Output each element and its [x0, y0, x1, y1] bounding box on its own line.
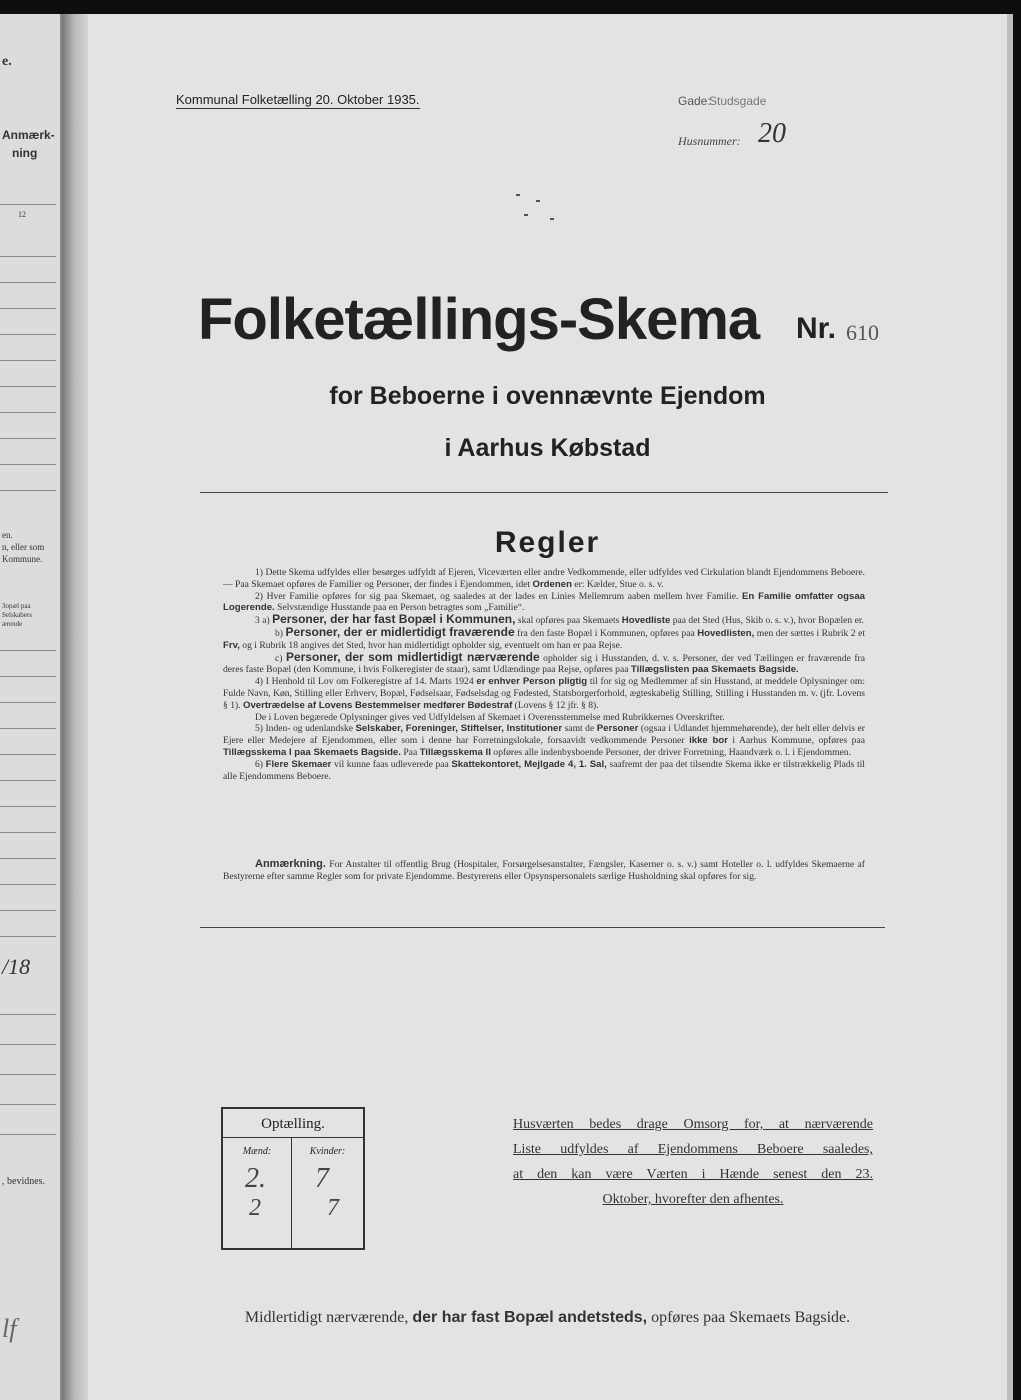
left-rule — [0, 754, 56, 755]
left-fragment-text: 3opæl paa — [2, 602, 31, 610]
rule-2: 2) Hver Familie opføres for sig paa Skemaet, og saaledes at der lades en Linies Mellemrum aaben mellem hver Familie. En Familie omfatter ogsaa Logerende. Selvstændige Husstande paa en Person betragtes som „Familie“. — [223, 590, 865, 614]
gade-value: Studsgade — [709, 94, 767, 108]
left-rule — [0, 464, 56, 465]
rule-3a: 3 a) Personer, der har fast Bopæl i Kommunen, skal opføres paa Skemaets Hovedliste paa det Sted (Hus, Skib o. s. v.), hvor Bopælen er. — [255, 612, 864, 627]
left-fragment-text: ning — [12, 146, 38, 160]
rule-3b: b) Personer, der er midlertidigt fraværende fra den faste Bopæl i Kommunen, opføres paa Hovedlisten, men der sættes i Rubrik 2 et Frv, og i Rubrik 18 angives det Sted, hvor han midlertidigt opholder sig, eventuelt om han er paa Rejse. — [223, 624, 865, 651]
kvinder-count-handwritten: 7 — [315, 1163, 329, 1194]
divider-line — [200, 492, 888, 493]
gade-label: Gade: — [678, 94, 711, 108]
left-rule — [0, 676, 56, 677]
paper-smudge — [506, 186, 576, 232]
husnummer-value: 20 — [758, 118, 786, 149]
left-rule — [0, 702, 56, 703]
anmaerkning-heading: Anmærkning. — [255, 858, 326, 870]
left-rule — [0, 334, 56, 335]
left-page-fragment — [0, 14, 62, 1400]
left-rule — [0, 728, 56, 729]
left-fragment-text: Selskabers — [2, 611, 32, 619]
left-rule — [0, 832, 56, 833]
left-rule — [0, 858, 56, 859]
rule-5: 5) Inden- og udenlandske Selskaber, Foreninger, Stiftelser, Institutioner samt de Personer (ogsaa i Udlandet hjemmehørende), der helt eller delvis er Ejere eller Medejere af Ejendommen, eller som i denne har Forretningslokale, forsaavidt vedkommende Personer ikke bor i Aarhus Kommune, opføres paa Tillægsskema I paa Skemaets Bagside. Paa Tillægsskema II opføres alle indenbysboende Personer, der driver Forretning, Haandværk o. l. i Ejendommen. — [223, 723, 865, 758]
rule-4: 4) I Henhold til Lov om Folkeregistre af 14. Marts 1924 er enhver Person pligtig til for sig og Medlemmer af sin Husstand, at meddele Oplysninger om: Fulde Navn, Køn, Stilling eller Erhverv, Bopæl, Fødselsaar, Fødselsdag og Fødested, Statsborgerforhold, ægteskabelig Stilling, Stilling i Husstanden m. v. (jfr. Lovens § 1). Overtrædelse af Lovens Bestemmelser medfører Bødestraf (Lovens § 12 jfr. § 8). — [223, 676, 865, 711]
left-fragment-text: lf — [2, 1314, 17, 1343]
form-subtitle-location: i Aarhus Købstad — [444, 434, 651, 462]
notice-line: Husværten bedes drage Omsorg for, at nærværende — [513, 1117, 873, 1132]
left-fragment-text: , bevidnes. — [2, 1176, 46, 1187]
left-rule — [0, 204, 56, 205]
rules-heading: Regler — [494, 526, 601, 559]
notice-line: Liste udfyldes af Ejendommens Beboere saaledes, — [513, 1142, 873, 1157]
kvinder-count-handwritten-2: 7 — [327, 1195, 339, 1221]
footer-note — [88, 1309, 1007, 1327]
census-form-page — [88, 14, 1007, 1400]
form-number-value: 610 — [846, 320, 879, 345]
book-gutter — [62, 14, 88, 1400]
footer-bold-text: der har fast Bopæl andetsteds, — [412, 1309, 648, 1326]
anmaerkning-text: For Anstalter til offentlig Brug (Hospitaler, Forsørgelsesanstalter, Fængsler, Kaserner o. s. v.) samt Hoteller o. l. udfyldes Skemaerne af Bestyrerne efter samme Regler som for private Ejendomme. Bestyrerens eller Opsynspersonalets særlige Husholdning skal opføres for sig. — [223, 859, 865, 882]
left-rule — [0, 412, 56, 413]
form-subtitle: for Beboerne i ovennævnte Ejendom — [329, 382, 766, 410]
rule-3c: c) Personer, der som midlertidigt nærværende opholder sig i Husstanden, d. v. s. Personer, der ved Tællingen er fraværende fra deres faste Bopæl (den Kommune, i hvis Folkeregister de staar), samt Udlændinge paa Rejse, opføres paa Tillægslisten paa Skemaets Bagside. — [223, 649, 866, 676]
footer-text: opføres paa Skemaets Bagside. — [651, 1309, 851, 1326]
left-fragment-text: ærende — [2, 620, 23, 628]
left-rule — [0, 282, 56, 283]
page-edge — [1007, 14, 1013, 1400]
left-rule — [0, 650, 56, 651]
left-rule — [0, 780, 56, 781]
kvinder-label: Kvinder: — [309, 1146, 346, 1157]
landlord-notice — [513, 1112, 873, 1212]
left-fragment-text: n, eller som — [2, 542, 45, 552]
form-number-label: Nr. — [796, 312, 837, 345]
left-fragment-text: Kommune. — [2, 554, 43, 564]
maend-label: Mænd: — [242, 1146, 272, 1157]
left-rule — [0, 308, 56, 309]
divider-line — [200, 927, 885, 928]
left-fragment-text: /18 — [2, 954, 31, 979]
left-rule — [0, 256, 56, 257]
left-rule — [0, 1074, 56, 1075]
left-rule — [0, 1104, 56, 1105]
left-rule — [0, 490, 56, 491]
notice-line: Oktober, hvorefter den afhentes. — [602, 1192, 784, 1207]
left-fragment-text: Anmærk- — [2, 128, 55, 142]
left-fragment-text: en. — [2, 530, 13, 540]
left-fragment-text: 12 — [18, 210, 26, 219]
left-rule — [0, 438, 56, 439]
left-rule — [0, 884, 56, 885]
maend-count-handwritten-2: 2 — [249, 1195, 261, 1221]
census-header-line: Kommunal Folketælling 20. Oktober 1935. — [176, 92, 420, 107]
husnummer-label: Husnummer: — [678, 134, 741, 148]
left-rule — [0, 1134, 56, 1135]
left-rule — [0, 936, 56, 937]
rule-4b: De i Loven begærede Oplysninger gives ved Udfyldelsen af Skemaet i Overensstemmelse med Rubrikkernes Overskrifter. — [255, 711, 725, 723]
rule-1: 1) Dette Skema udfyldes eller besørges udfyldt af Ejeren, Viceværten eller andre Vedkommende, eller udfyldes ved Cirkulation blandt Ejendommens Beboere. — Paa Skemaet opføres de Familier og Personer, der findes i Ejendommen, idet Ordenen er: Kælder, Stue o. s. v. — [223, 567, 865, 590]
maend-count-handwritten: 2. — [245, 1163, 266, 1194]
left-rule — [0, 806, 56, 807]
form-title: Folketællings-Skema — [198, 287, 760, 352]
left-fragment-text: e. — [2, 54, 12, 69]
rules-text-block — [223, 567, 865, 782]
left-rule — [0, 386, 56, 387]
anmaerkning-block — [223, 858, 865, 883]
footer-text: Midlertidigt nærværende, — [244, 1309, 409, 1326]
optaelling-box — [221, 1107, 365, 1250]
left-rule — [0, 1014, 56, 1015]
left-rule — [0, 1044, 56, 1045]
left-rule — [0, 910, 56, 911]
notice-line: at den kan være Værten i Hænde senest den 23. — [513, 1167, 873, 1182]
left-rule — [0, 360, 56, 361]
optaelling-title: Optælling. — [223, 1109, 363, 1138]
rule-6: 6) Flere Skemaer vil kunne faas udleverede paa Skattekontoret, Mejlgade 4, 1. Sal, saafremt der paa det tilsendte Skema ikke er tilstrækkelig Plads til alle Ejendommens Beboere. — [223, 758, 865, 782]
